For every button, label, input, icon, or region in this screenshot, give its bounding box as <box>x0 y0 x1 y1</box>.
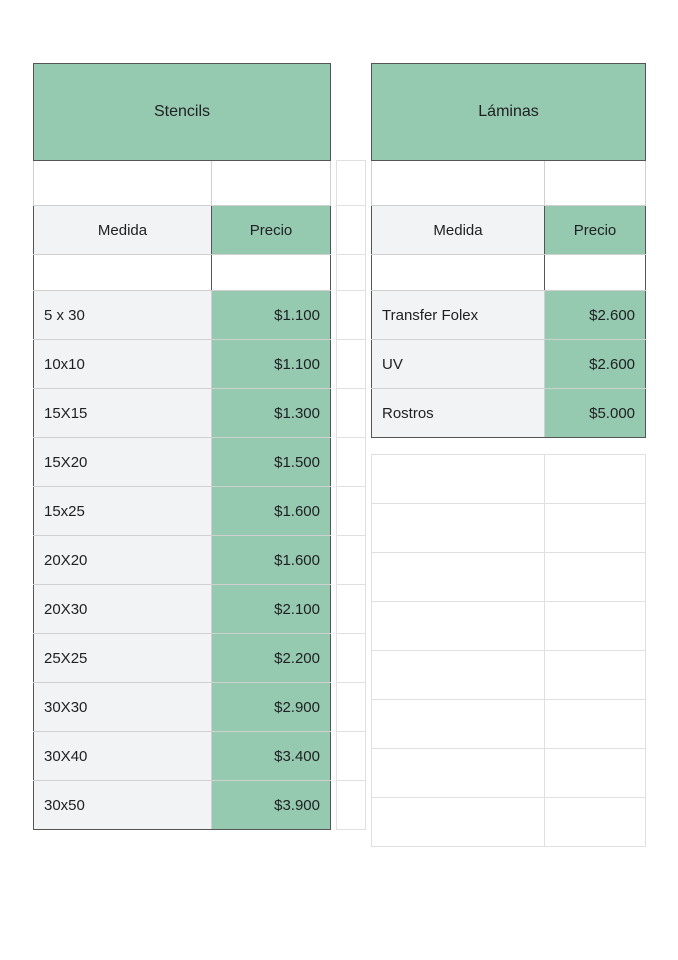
spacer-cell <box>212 161 331 206</box>
row-price: $5.000 <box>545 389 646 438</box>
empty-cell <box>372 749 545 798</box>
row-label: 5 x 30 <box>34 291 212 340</box>
empty-cell <box>337 634 366 683</box>
stencils-header-precio: Precio <box>212 206 331 255</box>
row-label: UV <box>372 340 545 389</box>
row-price: $1.600 <box>212 487 331 536</box>
row-price: $1.500 <box>212 438 331 487</box>
table-row <box>34 781 331 830</box>
table-row <box>372 389 646 438</box>
empty-row <box>372 504 646 553</box>
gap-row <box>337 291 366 340</box>
empty-cell <box>372 553 545 602</box>
empty-cell <box>337 340 366 389</box>
empty-cell <box>372 504 545 553</box>
laminas-title: Láminas <box>372 64 646 161</box>
empty-cell <box>337 536 366 585</box>
row-price: $1.100 <box>212 291 331 340</box>
empty-cell <box>372 651 545 700</box>
spacer-cell <box>372 161 545 206</box>
empty-cell <box>337 389 366 438</box>
empty-row <box>372 602 646 651</box>
table-row <box>34 585 331 634</box>
subheader-blank-row <box>372 255 646 291</box>
gap-row <box>337 732 366 781</box>
table-header-row <box>34 206 331 255</box>
row-label: 15X15 <box>34 389 212 438</box>
table-row <box>34 438 331 487</box>
laminas-header-precio: Precio <box>545 206 646 255</box>
row-label: 30X30 <box>34 683 212 732</box>
gap-grid <box>336 160 366 830</box>
row-label: 30X40 <box>34 732 212 781</box>
row-label: 20X30 <box>34 585 212 634</box>
gap-row <box>337 781 366 830</box>
table-row <box>34 634 331 683</box>
table-row <box>34 389 331 438</box>
row-label: 25X25 <box>34 634 212 683</box>
empty-cell <box>372 602 545 651</box>
gap-row <box>337 683 366 732</box>
spacer-cell <box>34 161 212 206</box>
table-row <box>34 683 331 732</box>
empty-cell <box>337 161 366 206</box>
laminas-empty-grid <box>371 454 646 847</box>
stencils-table <box>33 63 331 830</box>
gap-row <box>337 438 366 487</box>
spacer-cell <box>545 161 646 206</box>
empty-cell <box>545 602 646 651</box>
subblank-cell <box>212 255 331 291</box>
table-row <box>372 340 646 389</box>
gap-row <box>337 634 366 683</box>
row-price: $2.600 <box>545 291 646 340</box>
table-row <box>34 291 331 340</box>
gap-row <box>337 585 366 634</box>
row-price: $2.900 <box>212 683 331 732</box>
gap-row <box>337 487 366 536</box>
empty-cell <box>337 206 366 255</box>
row-label: 20X20 <box>34 536 212 585</box>
subblank-cell <box>372 255 545 291</box>
table-row <box>34 536 331 585</box>
empty-cell <box>545 504 646 553</box>
row-label: 30x50 <box>34 781 212 830</box>
empty-cell <box>337 781 366 830</box>
laminas-header-medida: Medida <box>372 206 545 255</box>
row-price: $3.400 <box>212 732 331 781</box>
row-price: $1.600 <box>212 536 331 585</box>
empty-row <box>372 455 646 504</box>
table-header-row <box>372 206 646 255</box>
gap-row <box>337 536 366 585</box>
empty-cell <box>545 700 646 749</box>
empty-cell <box>337 487 366 536</box>
empty-cell <box>337 291 366 340</box>
row-label: Transfer Folex <box>372 291 545 340</box>
laminas-table <box>371 63 646 438</box>
gap-row <box>337 161 366 206</box>
row-price: $2.200 <box>212 634 331 683</box>
table-title-row <box>34 64 331 161</box>
row-price: $1.300 <box>212 389 331 438</box>
subblank-cell <box>545 255 646 291</box>
empty-cell <box>545 749 646 798</box>
empty-cell <box>337 683 366 732</box>
row-label: Rostros <box>372 389 545 438</box>
empty-row <box>372 798 646 847</box>
gap-row <box>337 389 366 438</box>
empty-cell <box>372 455 545 504</box>
empty-cell <box>337 438 366 487</box>
row-price: $2.600 <box>545 340 646 389</box>
empty-cell <box>337 732 366 781</box>
empty-cell <box>545 553 646 602</box>
row-price: $1.100 <box>212 340 331 389</box>
stencils-title: Stencils <box>34 64 331 161</box>
row-label: 10x10 <box>34 340 212 389</box>
subblank-cell <box>34 255 212 291</box>
table-row <box>34 732 331 781</box>
empty-row <box>372 749 646 798</box>
row-label: 15x25 <box>34 487 212 536</box>
empty-cell <box>545 455 646 504</box>
empty-cell <box>545 651 646 700</box>
spacer-row <box>372 161 646 206</box>
table-row <box>372 291 646 340</box>
empty-row <box>372 700 646 749</box>
spacer-row <box>34 161 331 206</box>
gap-row <box>337 340 366 389</box>
empty-cell <box>372 798 545 847</box>
gap-row <box>337 255 366 291</box>
table-row <box>34 487 331 536</box>
empty-cell <box>372 700 545 749</box>
gap-row <box>337 206 366 255</box>
empty-row <box>372 651 646 700</box>
row-price: $3.900 <box>212 781 331 830</box>
stencils-header-medida: Medida <box>34 206 212 255</box>
table-row <box>34 340 331 389</box>
empty-cell <box>337 585 366 634</box>
row-price: $2.100 <box>212 585 331 634</box>
empty-row <box>372 553 646 602</box>
empty-cell <box>545 798 646 847</box>
row-label: 15X20 <box>34 438 212 487</box>
subheader-blank-row <box>34 255 331 291</box>
empty-cell <box>337 255 366 291</box>
table-title-row <box>372 64 646 161</box>
